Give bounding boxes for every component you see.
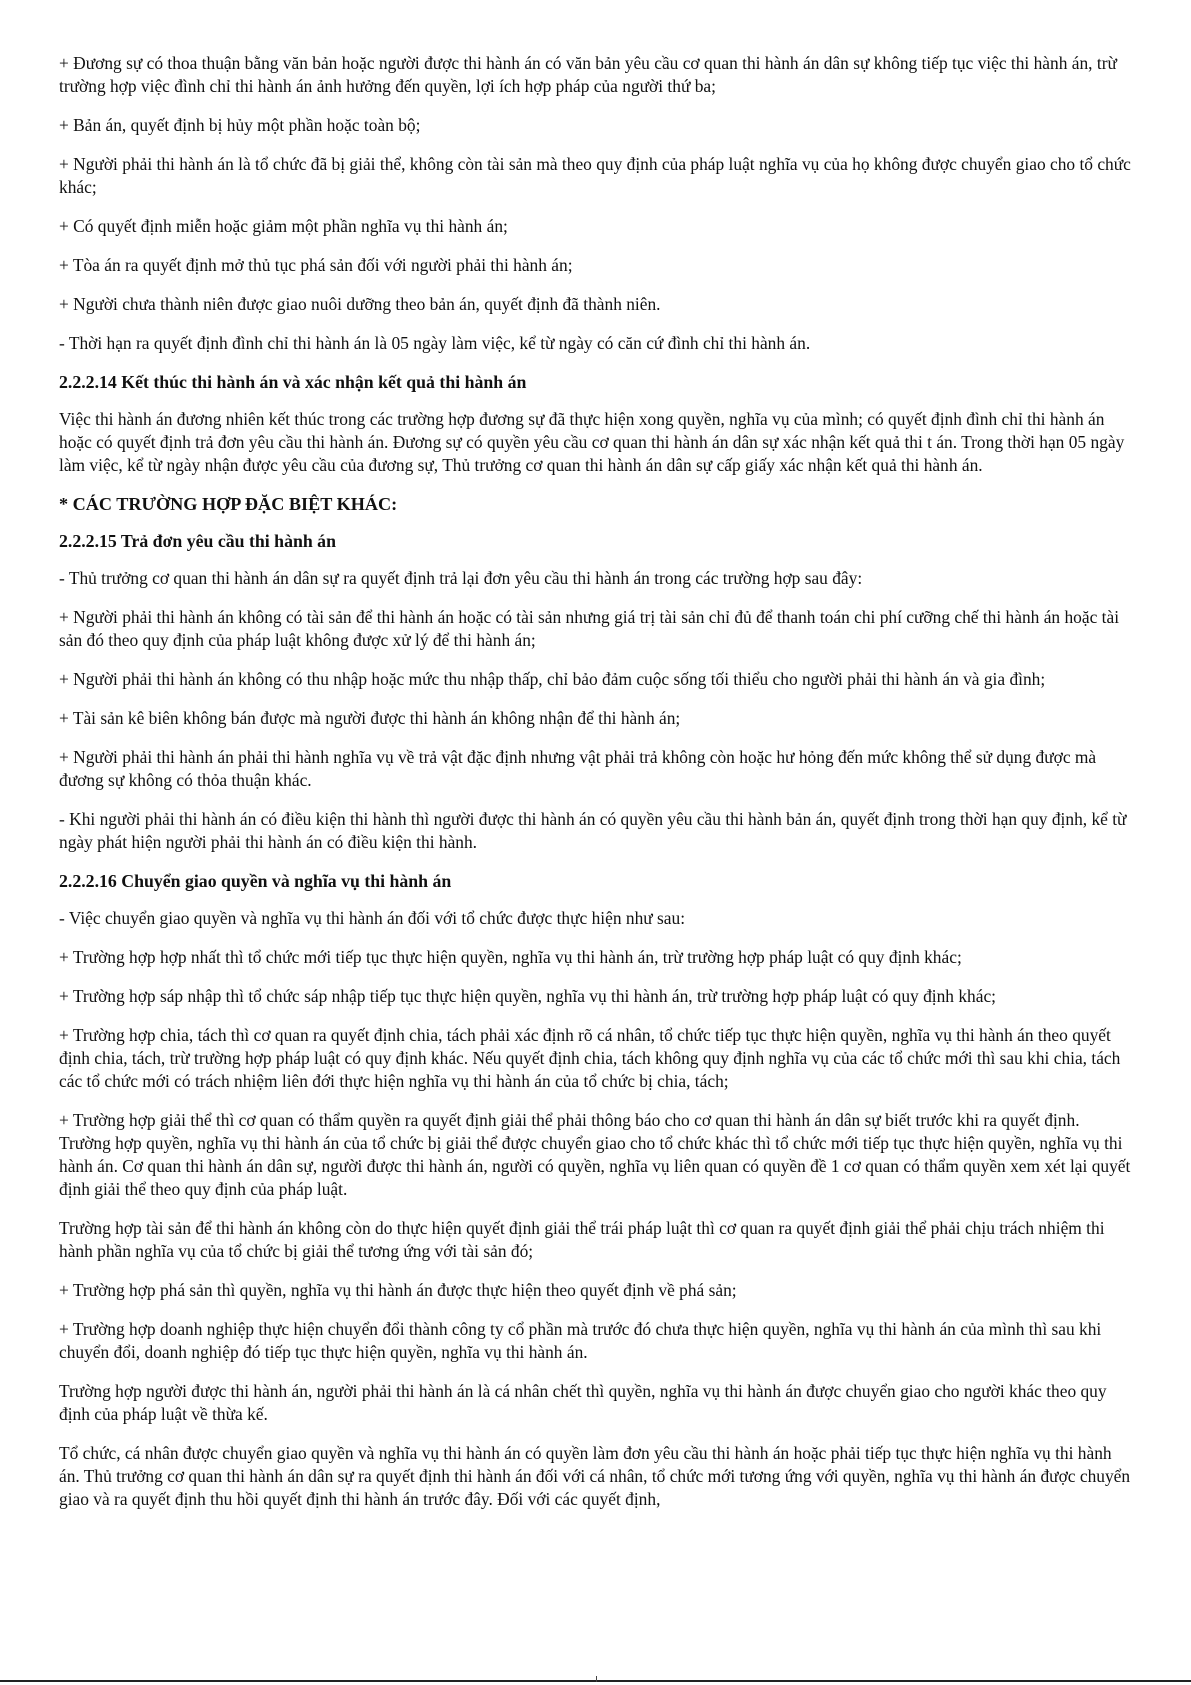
paragraph: - Thời hạn ra quyết định đình chỉ thi hành án là 05 ngày làm việc, kể từ ngày có căn cứ đình chỉ thi hành án. xyxy=(59,333,811,353)
page-bottom-tick xyxy=(596,1676,597,1682)
paragraph: + Trường hợp hợp nhất thì tổ chức mới tiếp tục thực hiện quyền, nghĩa vụ thi hành án, trừ trường hợp pháp luật có quy định khác; xyxy=(59,947,962,967)
section-heading: 2.2.2.14 Kết thúc thi hành án và xác nhận kết quả thi hành án xyxy=(59,372,527,392)
section-heading: 2.2.2.15 Trả đơn yêu cầu thi hành án xyxy=(59,531,336,551)
paragraph: - Thủ trưởng cơ quan thi hành án dân sự ra quyết định trả lại đơn yêu cầu thi hành án trong các trường hợp sau đây: xyxy=(59,568,863,588)
paragraph: Tổ chức, cá nhân được chuyển giao quyền và nghĩa vụ thi hành án có quyền làm đơn yêu cầu thi hành án hoặc phải tiếp tục thực hiện nghĩa vụ thi hành án. Thủ trưởng cơ quan thi hành án dân sự ra quyết định thi hành án đối với cá nhân, tổ chức mới tương ứng với quyền, nghĩa vụ thi hành án được chuyển giao và ra quyết định thu hồi quyết định thi hành án trước đây. Đối với các quyết định, xyxy=(59,1443,1131,1509)
paragraph: Trường hợp người được thi hành án, người phải thi hành án là cá nhân chết thì quyền, nghĩa vụ thi hành án được chuyển giao cho người khác theo quy định của pháp luật về thừa kế. xyxy=(59,1381,1107,1424)
paragraph: Việc thi hành án đương nhiên kết thúc trong các trường hợp đương sự đã thực hiện xong quyền, nghĩa vụ của mình; có quyết định đình chỉ thi hành án hoặc có quyết định trả đơn yêu cầu thi hành án. Đương sự có quyền yêu cầu cơ quan thi hành án dân sự xác nhận kết quả thi t án. Trong thời hạn 05 ngày làm việc, kể từ ngày nhận được yêu cầu của đương sự, Thủ trưởng cơ quan thi hành án dân sự cấp giấy xác nhận kết quả thi hành án. xyxy=(59,409,1125,475)
paragraph: + Người phải thi hành án phải thi hành nghĩa vụ về trả vật đặc định nhưng vật phải trả không còn hoặc hư hỏng đến mức không thể sử dụng được mà đương sự không có thỏa thuận khác. xyxy=(59,747,1097,790)
paragraph: + Trường hợp doanh nghiệp thực hiện chuyển đổi thành công ty cổ phần mà trước đó chưa thực hiện quyền, nghĩa vụ thi hành án của mình thì sau khi chuyển đổi, doanh nghiệp đó tiếp tục thực hiện quyền, nghĩa vụ thi hành án. xyxy=(59,1319,1102,1362)
paragraph: + Người phải thi hành án không có thu nhập hoặc mức thu nhập thấp, chỉ bảo đảm cuộc sống tối thiểu cho người phải thi hành án và gia đình; xyxy=(59,669,1046,689)
paragraph: - Khi người phải thi hành án có điều kiện thi hành thì người được thi hành án có quyền yêu cầu thi hành bản án, quyết định trong thời hạn quy định, kể từ ngày phát hiện người phải thi hành án có điều kiện thi hành. xyxy=(59,809,1127,852)
paragraph: + Có quyết định miễn hoặc giảm một phần nghĩa vụ thi hành án; xyxy=(59,216,508,236)
paragraph: + Đương sự có thoa thuận bằng văn bản hoặc người được thi hành án có văn bản yêu cầu cơ quan thi hành án dân sự không tiếp tục việc thi hành án, trừ trường hợp việc đình chỉ thi hành án ảnh hưởng đến quyền, lợi ích hợp pháp của người thứ ba; xyxy=(59,53,1117,96)
paragraph: + Người phải thi hành án không có tài sản để thi hành án hoặc có tài sản nhưng giá trị tài sản chỉ đủ để thanh toán chi phí cưỡng chế thi hành án hoặc tài sản đó theo quy định của pháp luật không được xử lý để thi hành án; xyxy=(59,607,1120,650)
paragraph: + Trường hợp giải thể thì cơ quan có thẩm quyền ra quyết định giải thể phải thông báo cho cơ quan thi hành án dân sự biết trước khi ra quyết định. Trường hợp quyền, nghĩa vụ thi hành án của tổ chức bị giải thể được chuyển giao cho tổ chức khác thì tổ chức mới tiếp tục thực hiện quyền, nghĩa vụ thi hành án. Cơ quan thi hành án dân sự, người được thi hành án, người có quyền, nghĩa vụ liên quan có quyền đề 1 cơ quan có thẩm quyền xem xét lại quyết định giải thể theo quy định của pháp luật. xyxy=(59,1110,1131,1199)
paragraph: + Tài sản kê biên không bán được mà người được thi hành án không nhận để thi hành án; xyxy=(59,708,681,728)
paragraph: + Trường hợp sáp nhập thì tổ chức sáp nhập tiếp tục thực hiện quyền, nghĩa vụ thi hành án, trừ trường hợp pháp luật có quy định khác; xyxy=(59,986,997,1006)
paragraph: + Trường hợp chia, tách thì cơ quan ra quyết định chia, tách phải xác định rõ cá nhân, tổ chức tiếp tục thực hiện quyền, nghĩa vụ thi hành án theo quyết định chia, tách, trừ trường hợp pháp luật có quy định khác. Nếu quyết định chia, tách không quy định nghĩa vụ của các tổ chức mới thì sau khi chia, tách các tổ chức mới có trách nhiệm liên đới thực hiện nghĩa vụ thi hành án của tổ chức bị chia, tách; xyxy=(59,1025,1121,1091)
paragraph: + Trường hợp phá sản thì quyền, nghĩa vụ thi hành án được thực hiện theo quyết định về phá sản; xyxy=(59,1280,737,1300)
paragraph: - Việc chuyển giao quyền và nghĩa vụ thi hành án đối với tổ chức được thực hiện như sau: xyxy=(59,908,686,928)
paragraph: + Tòa án ra quyết định mở thủ tục phá sản đối với người phải thi hành án; xyxy=(59,255,573,275)
section-heading: 2.2.2.16 Chuyển giao quyền và nghĩa vụ thi hành án xyxy=(59,871,452,891)
paragraph: Trường hợp tài sản để thi hành án không còn do thực hiện quyết định giải thể trái pháp luật thì cơ quan ra quyết định giải thể phải chịu trách nhiệm thi hành phần nghĩa vụ của tổ chức bị giải thể tương ứng với tài sản đó; xyxy=(59,1218,1105,1261)
document-page xyxy=(59,52,1135,1527)
paragraph: + Người chưa thành niên được giao nuôi dưỡng theo bản án, quyết định đã thành niên. xyxy=(59,294,661,314)
paragraph: + Bản án, quyết định bị hủy một phần hoặc toàn bộ; xyxy=(59,115,421,135)
special-cases-heading: * CÁC TRƯỜNG HỢP ĐẶC BIỆT KHÁC: xyxy=(59,494,398,514)
paragraph: + Người phải thi hành án là tổ chức đã bị giải thể, không còn tài sản mà theo quy định của pháp luật nghĩa vụ của họ không được chuyển giao cho tổ chức khác; xyxy=(59,154,1131,197)
